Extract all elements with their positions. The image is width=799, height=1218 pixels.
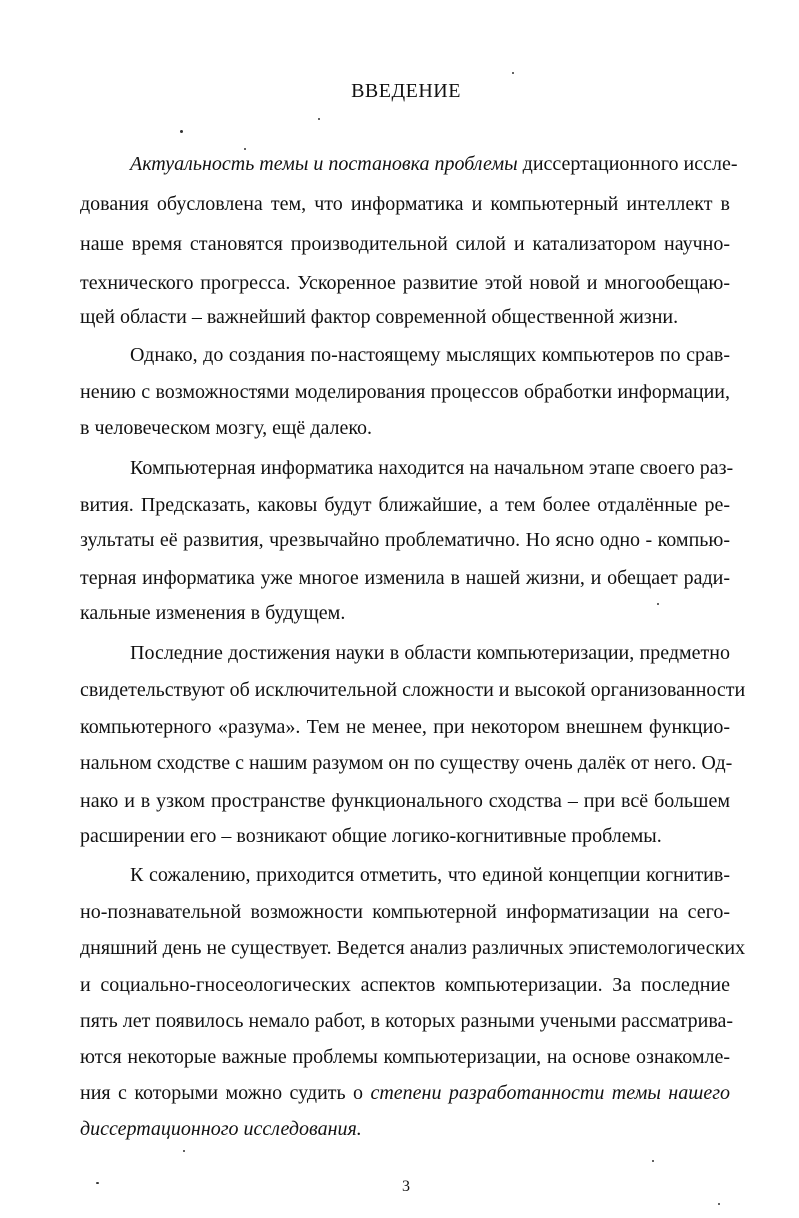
- line-text: диссертационного иссле-: [517, 153, 738, 175]
- text-line: ются некоторые важные проблемы компьютеризации, на основе ознакомле-: [80, 1046, 730, 1068]
- scan-speck: [718, 1203, 720, 1205]
- italic-phrase: степени разработанности темы нашего: [370, 1082, 730, 1104]
- text-line: Последние достижения науки в области компьютеризации, предметно: [130, 642, 730, 664]
- text-line: нальном сходстве с нашим разумом он по существу очень далёк от него. Од-: [80, 752, 733, 774]
- page-number: 3: [402, 1178, 410, 1195]
- text-line: Однако, до создания по-настоящему мыслящих компьютеров по срав-: [130, 344, 730, 366]
- text-line: расширении его – возникают общие логико-когнитивные проблемы.: [80, 825, 662, 847]
- text-line: пять лет появилось немало работ, в которых разными учеными рассматрива-: [80, 1010, 734, 1032]
- text-line: Компьютерная информатика находится на начальном этапе своего раз-: [130, 457, 734, 479]
- text-line: нению с возможностями моделирования процессов обработки информации,: [80, 381, 730, 403]
- scan-speck: [318, 118, 320, 120]
- text-line: диссертационного исследования.: [80, 1118, 362, 1140]
- text-line: [130, 152, 738, 176]
- text-line: компьютерного «разума». Тем не менее, при некотором внешнем функцио-: [80, 716, 730, 738]
- scan-speck: [96, 1182, 99, 1184]
- text-line: [80, 1081, 730, 1105]
- scan-speck: [512, 72, 514, 74]
- text-line: кальные изменения в будущем.: [80, 602, 346, 624]
- text-line: вития. Предсказать, каковы будут ближайшие, а тем более отдалённые ре-: [80, 494, 730, 516]
- scan-speck: [183, 1150, 185, 1152]
- scan-speck: [244, 148, 246, 150]
- text-line: нако и в узком пространстве функционального сходства – при всё большем: [80, 790, 730, 812]
- scan-speck: [180, 130, 183, 133]
- text-line: и социально-гносеологических аспектов компьютеризации. За последние: [80, 974, 730, 996]
- text-line: наше время становятся производительной силой и катализатором научно-: [80, 233, 730, 255]
- text-line: терная информатика уже многое изменила в нашей жизни, и обещает ради-: [80, 567, 730, 589]
- text-line: щей области – важнейший фактор современной общественной жизни.: [80, 306, 679, 328]
- text-line: в человеческом мозгу, ещё далеко.: [80, 417, 373, 439]
- text-line: К сожалению, приходится отметить, что единой концепции когнитив-: [130, 864, 730, 886]
- text-line: но-познавательной возможности компьютерной информатизации на сего-: [80, 901, 730, 923]
- italic-phrase: Актуальность темы и постановка проблемы: [130, 153, 518, 175]
- scan-speck: [652, 1160, 654, 1162]
- line-text: ния с которыми можно судить о: [80, 1082, 371, 1104]
- text-line: свидетельствуют об исключительной сложности и высокой организованности: [80, 679, 746, 701]
- text-line: дования обусловлена тем, что информатика и компьютерный интеллект в: [80, 193, 730, 215]
- text-line: технического прогресса. Ускоренное развитие этой новой и многообещаю-: [80, 272, 730, 294]
- text-line: зультаты её развития, чрезвычайно проблематично. Но ясно одно - компью-: [80, 529, 730, 551]
- scan-speck: [657, 603, 659, 605]
- text-line: дняшний день не существует. Ведется анализ различных эпистемологических: [80, 937, 746, 959]
- section-heading: ВВЕДЕНИЕ: [351, 80, 461, 102]
